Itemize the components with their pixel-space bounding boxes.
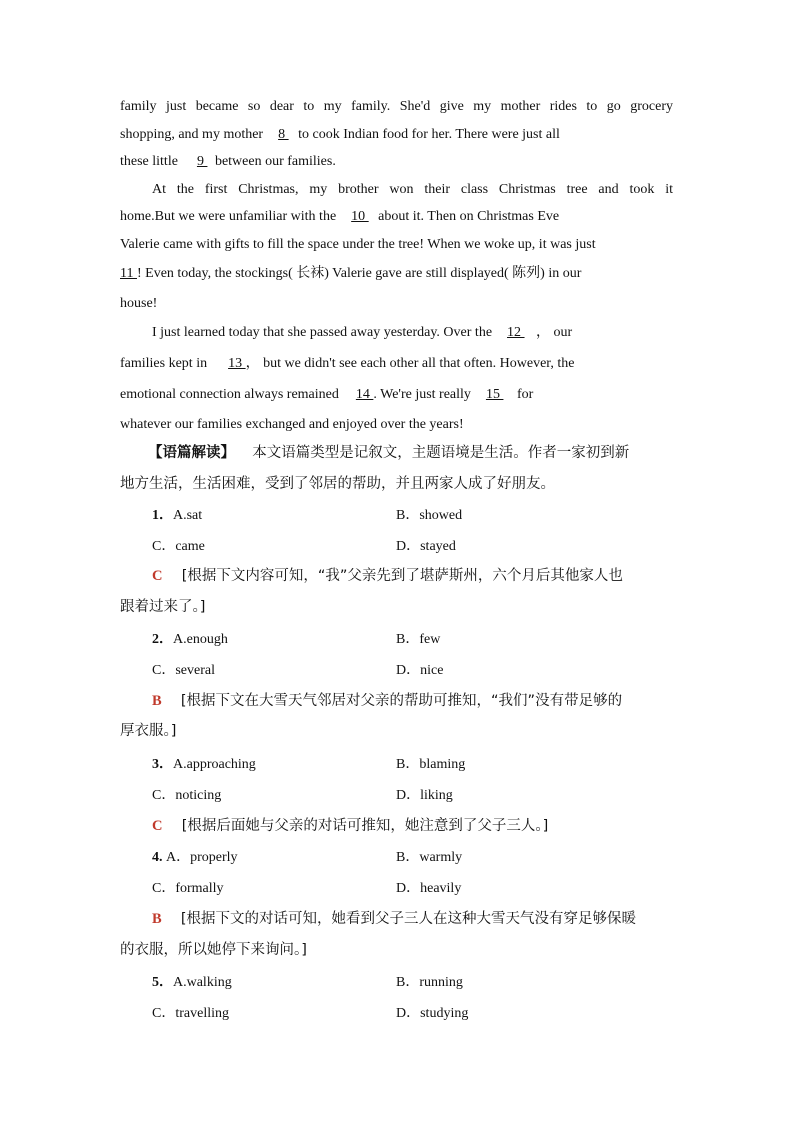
question-5-option-c: C．travelling xyxy=(152,1006,229,1021)
passage-line xyxy=(120,125,673,145)
passage-text: ! Even today, the stockings( 长袜) Valerie gave are still displayed( 陈列) in our xyxy=(136,266,582,281)
question-4-option-b: B．warmly xyxy=(396,850,463,865)
passage-text: shopping, and my mother xyxy=(120,127,264,142)
question-1-option-a: 1．A.sat xyxy=(152,508,203,523)
question-4-option-c: C．formally xyxy=(152,881,224,896)
answer-letter: B xyxy=(152,693,162,709)
passage-text: between our families. xyxy=(214,154,336,169)
question-4-option-a: 4. A．properly xyxy=(152,850,238,865)
question-3-explanation: C [根据后面她与父亲的对话可推知，她注意到了父子三人。] xyxy=(152,818,549,834)
passage-line xyxy=(120,385,673,405)
question-2-option-a: 2．A.enough xyxy=(152,632,228,647)
question-2-explanation-cont: 厚衣服。] xyxy=(120,723,177,739)
blank-10: 10 xyxy=(351,209,369,224)
question-1-option-d: D．stayed xyxy=(396,539,456,554)
blank-11: 11 xyxy=(120,266,137,281)
question-2-option-b: B．few xyxy=(396,632,441,647)
answer-letter: C xyxy=(152,818,163,834)
blank-12: 12 xyxy=(507,325,525,340)
question-1-explanation: C [根据下文内容可知，“我”父亲先到了堪萨斯州，六个月后其他家人也 xyxy=(152,568,623,584)
passage-text: for xyxy=(516,387,534,402)
passage-text: these little xyxy=(120,154,178,169)
blank-9: 9 xyxy=(196,154,208,169)
analysis-line xyxy=(148,442,675,464)
passage-line: family just became so dear to my family. She'd give my mother rides to go grocery xyxy=(120,99,673,114)
passage-text: . We're just really xyxy=(373,387,471,402)
passage-text: ， our xyxy=(536,325,573,340)
question-4-explanation: B [根据下文的对话可知，她看到父子三人在这种大雪天气没有穿足够保暖 xyxy=(152,911,637,927)
passage-line: whatever our families exchanged and enjoyed over the years! xyxy=(120,417,464,432)
passage-line: Valerie came with gifts to fill the space under the tree! When we woke up, it was just xyxy=(120,237,596,252)
passage-line: house! xyxy=(120,296,158,311)
passage-text: ， but we didn't see each other all that often. However, the xyxy=(245,356,575,371)
blank-15: 15 xyxy=(485,387,504,402)
blank-14: 14 xyxy=(355,387,374,402)
analysis-text: 本文语篇类型是记叙文，主题语境是生活。作者一家初到新 xyxy=(252,445,630,461)
passage-line xyxy=(120,207,673,227)
question-4-explanation-cont: 的衣服，所以她停下来询问。] xyxy=(120,942,307,958)
question-3-option-d: D．liking xyxy=(396,788,453,803)
question-5-option-b: B．running xyxy=(396,975,463,990)
passage-text: home.But we were unfamiliar with the xyxy=(120,209,337,224)
passage-text: I just learned today that she passed away yesterday. Over the xyxy=(152,325,493,340)
question-4-option-d: D．heavily xyxy=(396,881,462,896)
passage-text: emotional connection always remained xyxy=(120,387,339,402)
analysis-line: 地方生活，生活困难，受到了邻居的帮助，并且两家人成了好朋友。 xyxy=(120,476,555,492)
question-5-option-a: 5．A.walking xyxy=(152,975,232,990)
passage-text: families kept in xyxy=(120,356,208,371)
question-2-explanation: B [根据下文在大雪天气邻居对父亲的帮助可推知，“我们”没有带足够的 xyxy=(152,693,623,709)
blank-13: 13 xyxy=(228,356,246,371)
answer-letter: B xyxy=(152,911,162,927)
question-1-explanation-cont: 跟着过来了。] xyxy=(120,599,206,615)
passage-line xyxy=(120,152,673,172)
passage-text: about it. Then on Christmas Eve xyxy=(378,209,560,224)
passage-line: At the first Christmas, my brother won their class Christmas tree and took it xyxy=(152,182,673,197)
passage-line xyxy=(120,354,673,374)
blank-8: 8 xyxy=(278,127,289,142)
answer-letter: C xyxy=(152,568,163,584)
passage-text: to cook Indian food for her. There were just all xyxy=(298,127,560,142)
question-2-option-d: D．nice xyxy=(396,663,444,678)
analysis-label: 【语篇解读】 xyxy=(148,445,235,461)
question-3-option-b: B．blaming xyxy=(396,757,466,772)
question-3-option-c: C．noticing xyxy=(152,788,222,803)
question-5-option-d: D．studying xyxy=(396,1006,469,1021)
passage-line xyxy=(152,323,673,343)
question-1-option-b: B．showed xyxy=(396,508,463,523)
passage-line xyxy=(120,264,673,284)
question-3-option-a: 3．A.approaching xyxy=(152,757,256,772)
question-1-option-c: C．came xyxy=(152,539,205,554)
question-2-option-c: C．several xyxy=(152,663,215,678)
